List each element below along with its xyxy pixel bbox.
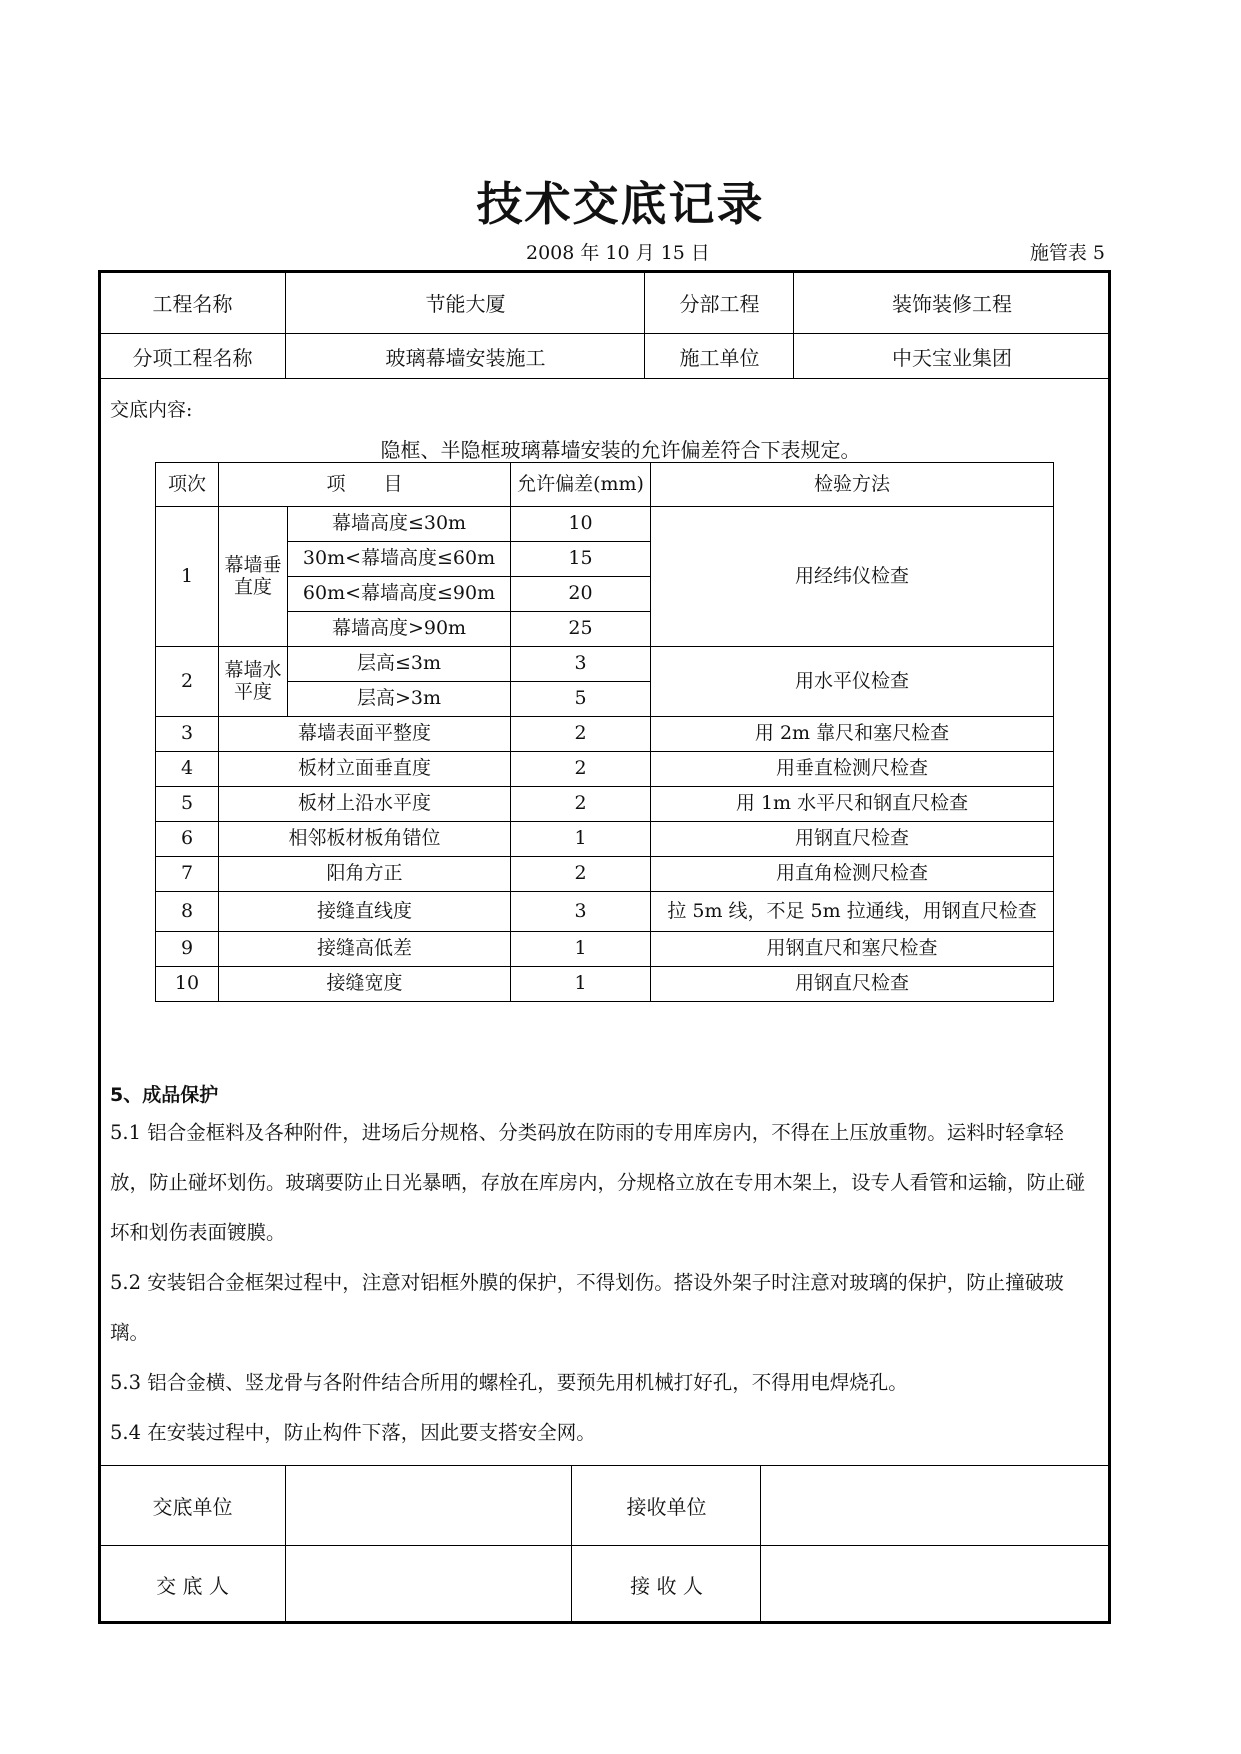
receiver-person-field[interactable]: [762, 1546, 1109, 1622]
table-row: [156, 507, 1054, 542]
receiver-person-label: 接 收 人: [630, 1573, 703, 1598]
row-item: 30m<幕墙高度≤60m: [288, 542, 511, 577]
row-item: 接缝直线度: [219, 892, 511, 932]
paragraph: 5.4 在安装过程中，防止构件下落，因此要支搭安全网。: [110, 1421, 596, 1444]
row-no: 1: [156, 507, 219, 647]
row-no: 5: [156, 787, 219, 822]
table-row: [156, 932, 1054, 967]
row-tolerance: 25: [511, 612, 651, 647]
paragraph: 5.2 安装铝合金框架过程中，注意对铝框外膜的保护，不得划伤。搭设外架子时注意对玻璃的保护，防止撞破玻璃。: [110, 1271, 1064, 1344]
row-tolerance: 15: [511, 542, 651, 577]
table-row: [156, 647, 1054, 682]
divider: [285, 270, 286, 378]
document-date: 2008 年 10 月 15 日: [526, 242, 710, 264]
table-row: [156, 787, 1054, 822]
row-item: 接缝宽度: [219, 967, 511, 1002]
table-row: [156, 717, 1054, 752]
row-item: 相邻板材板角错位: [219, 822, 511, 857]
header-no: 项次: [156, 463, 219, 507]
row-method: 用垂直检测尺检查: [651, 752, 1054, 787]
issuer-person-field[interactable]: [287, 1546, 571, 1622]
table-header-row: [156, 463, 1054, 507]
divider: [793, 270, 794, 378]
issuer-unit-field[interactable]: [287, 1466, 571, 1545]
row-no: 3: [156, 717, 219, 752]
row-method: 拉 5m 线，不足 5m 拉通线，用钢直尺检查: [651, 892, 1054, 932]
row-method: 用钢直尺检查: [651, 822, 1054, 857]
row-group: 幕墙垂直度: [219, 507, 288, 647]
tolerance-table: [155, 462, 1054, 1002]
division-label: 分部工程: [679, 292, 760, 316]
row-tolerance: 2: [511, 857, 651, 892]
paragraph: 5.1 铝合金框料及各种附件，进场后分规格、分类码放在防雨的专用库房内，不得在上压放重物。运料时轻拿轻放，防止碰坏划伤。玻璃要防止日光暴晒，存放在库房内，分规格立放在专用木架上，设专人看管和运输，防止碰坏和划伤表面镀膜。: [110, 1121, 1086, 1244]
form-number: 施管表 5: [1029, 242, 1105, 264]
header-item: 项 目: [219, 463, 511, 507]
row-tolerance: 1: [511, 932, 651, 967]
receiver-unit-field[interactable]: [762, 1466, 1109, 1545]
row-tolerance: 1: [511, 967, 651, 1002]
row-tolerance: 2: [511, 717, 651, 752]
section-heading: 5、成品保护: [110, 1084, 219, 1106]
contractor-label: 施工单位: [679, 345, 760, 370]
row-method: 用 2m 靠尺和塞尺检查: [651, 717, 1054, 752]
divider: [760, 1465, 761, 1624]
row-item: 幕墙高度≤30m: [288, 507, 511, 542]
row-tolerance: 20: [511, 577, 651, 612]
divider: [644, 270, 645, 378]
row-method: 用经纬仪检查: [651, 507, 1054, 647]
row-tolerance: 1: [511, 822, 651, 857]
row-tolerance: 3: [511, 647, 651, 682]
row-tolerance: 10: [511, 507, 651, 542]
row-no: 7: [156, 857, 219, 892]
row-item: 阳角方正: [219, 857, 511, 892]
header-tolerance: 允许偏差(mm): [511, 463, 651, 507]
row-tolerance: 5: [511, 682, 651, 717]
content-label: 交底内容:: [110, 399, 193, 421]
divider: [571, 1465, 572, 1624]
table-row: [156, 892, 1054, 932]
row-no: 2: [156, 647, 219, 717]
issuer-unit-label: 交底单位: [152, 1495, 233, 1519]
row-item: 60m<幕墙高度≤90m: [288, 577, 511, 612]
row-no: 4: [156, 752, 219, 787]
row-method: 用钢直尺检查: [651, 967, 1054, 1002]
row-method: 用水平仪检查: [651, 647, 1054, 717]
row-no: 6: [156, 822, 219, 857]
header-method: 检验方法: [651, 463, 1054, 507]
row-tolerance: 2: [511, 787, 651, 822]
divider: [98, 378, 1111, 379]
document-title: 技术交底记录: [476, 177, 765, 231]
row-item: 幕墙表面平整度: [219, 717, 511, 752]
row-item: 板材上沿水平度: [219, 787, 511, 822]
row-item: 接缝高低差: [219, 932, 511, 967]
row-tolerance: 3: [511, 892, 651, 932]
row-item: 板材立面垂直度: [219, 752, 511, 787]
row-no: 8: [156, 892, 219, 932]
table-row: [156, 857, 1054, 892]
row-tolerance: 2: [511, 752, 651, 787]
row-method: 用钢直尺和塞尺检查: [651, 932, 1054, 967]
table-row: [156, 822, 1054, 857]
receiver-unit-label: 接收单位: [626, 1495, 707, 1519]
row-group: 幕墙水平度: [219, 647, 288, 717]
project-name-value: 节能大厦: [425, 292, 506, 316]
row-method: 用 1m 水平尺和钢直尺检查: [651, 787, 1054, 822]
table-row: [156, 752, 1054, 787]
row-item: 层高≤3m: [288, 647, 511, 682]
row-no: 9: [156, 932, 219, 967]
row-no: 10: [156, 967, 219, 1002]
row-item: 层高>3m: [288, 682, 511, 717]
row-item: 幕墙高度>90m: [288, 612, 511, 647]
row-method: 用直角检测尺检查: [651, 857, 1054, 892]
table-row: [156, 967, 1054, 1002]
issuer-person-label: 交 底 人: [156, 1573, 229, 1598]
subitem-label: 分项工程名称: [132, 345, 253, 370]
paragraph: 5.3 铝合金横、竖龙骨与各附件结合所用的螺栓孔，要预先用机械打好孔，不得用电焊烧孔。: [110, 1371, 908, 1394]
subitem-value: 玻璃幕墙安装施工: [385, 345, 546, 370]
contractor-value: 中天宝业集团: [892, 345, 1012, 370]
table-intro: 隐框、半隐框玻璃幕墙安装的允许偏差符合下表规定。: [380, 438, 861, 462]
division-value: 装饰装修工程: [892, 292, 1012, 316]
project-name-label: 工程名称: [152, 292, 233, 316]
divider: [285, 1465, 286, 1624]
